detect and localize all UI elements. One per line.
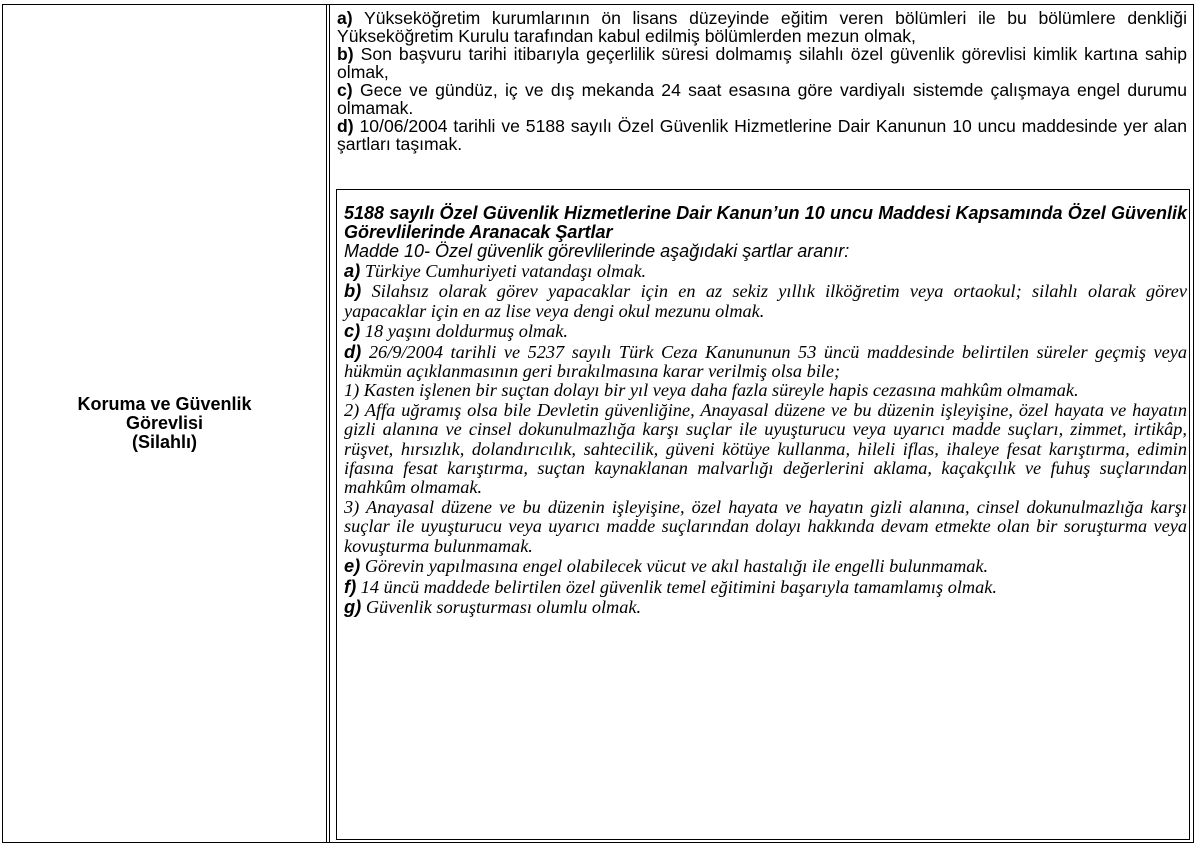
- law-box-content: [344, 204, 1187, 617]
- law-item: [344, 597, 1187, 617]
- position-title: [77, 395, 251, 452]
- requirements-list: [337, 9, 1187, 153]
- requirement-item: [337, 117, 1187, 153]
- position-title-line: Koruma ve Güvenlik: [77, 394, 252, 414]
- position-title-line: (Silahlı): [131, 432, 197, 452]
- law-item: [344, 281, 1187, 321]
- item-text: Yükseköğretim kurumlarının ön lisans düzeyinde eğitim veren bölümleri ile bu bölümlere denkliği Yükseköğretim Kurulu tarafından kabul edilmiş bölümlerden mezun olmak,: [337, 8, 1187, 46]
- law-item-letter: d): [344, 340, 362, 362]
- item-text: Gece ve gündüz, iç ve dış mekanda 24 saat esasına göre vardiyalı sistemde çalışmaya engel durumu olmamak.: [337, 80, 1187, 118]
- law-box-heading: 5188 sayılı Özel Güvenlik Hizmetlerine Dair Kanun’un 10 uncu Maddesi Kapsamında Özel Güvenlik Görevlilerinde Aranacak Şartlar: [344, 203, 1187, 242]
- item-text: Son başvuru tarihi itibarıyla geçerlilik süresi dolmamış silahlı özel güvenlik görevlisi kimlik kartına sahip olmak,: [337, 44, 1188, 82]
- law-item-text: Görevin yapılmasına engel olabilecek vücut ve akıl hastalığı ile engelli bulunmamak.: [364, 556, 989, 577]
- item-letter: c): [337, 80, 353, 100]
- requirement-item: [337, 45, 1187, 81]
- law-item-letter: g): [344, 595, 362, 617]
- requirement-item: [337, 81, 1187, 117]
- law-item-text: Silahsız olarak görev yapacaklar için en az sekiz yıllık ilköğretim veya ortaokul; silahlı olarak görev yapacaklar için en az lise veya dengi okul mezunu olmak.: [344, 281, 1187, 321]
- law-item-text: Güvenlik soruşturması olumlu olmak.: [365, 596, 642, 617]
- item-letter: d): [337, 116, 354, 136]
- law-item-letter: e): [344, 555, 361, 577]
- law-item: [344, 556, 1187, 576]
- law-subitem: 3) Anayasal düzene ve bu düzenin işleyişine, özel hayata ve hayatın gizli alanına, cinsel dokunulmazlığa karşı suçlar ile uyuşturucu veya uyarıcı madde suçlarından dolayı hakkında devam etmekte olan bir soruşturma veya kovuşturma bulunmamak.: [344, 496, 1187, 556]
- law-item-text: 26/9/2004 tarihli ve 5237 sayılı Türk Ceza Kanununun 53 üncü maddesinde belirtilen süreler geçmiş veya hükmün açıklanmasının geri bırakılmasına karar verilmiş olsa bile;: [344, 341, 1187, 382]
- law-item: [344, 577, 1187, 597]
- law-item: [344, 321, 1187, 341]
- law-box-intro: Madde 10- Özel güvenlik görevlilerinde aşağıdaki şartlar aranır:: [344, 241, 850, 261]
- requirement-item: [337, 9, 1187, 45]
- law-item-letter: f): [344, 575, 357, 597]
- item-text: 10/06/2004 tarihli ve 5188 sayılı Özel Güvenlik Hizmetlerine Dair Kanunun 10 uncu maddesinde yer alan şartları taşımak.: [337, 116, 1187, 154]
- law-item-text: 14 üncü maddede belirtilen özel güvenlik temel eğitimini başarıyla tamamlamış olmak.: [360, 576, 997, 597]
- column-divider-inner: [329, 4, 330, 843]
- law-item-text: Türkiye Cumhuriyeti vatandaşı olmak.: [364, 261, 647, 281]
- law-item: [344, 342, 1187, 382]
- column-divider: [326, 4, 327, 843]
- law-item-letter: b): [344, 280, 362, 302]
- law-item-letter: a): [344, 260, 361, 281]
- law-item-letter: c): [344, 320, 361, 342]
- position-title-line: Görevlisi: [125, 413, 204, 433]
- item-letter: a): [337, 8, 353, 28]
- law-subitem: 2) Affa uğramış olsa bile Devletin güvenliğine, Anayasal düzene ve bu düzenin işleyişine, özel hayata ve hayatın gizli alanına ve cinsel dokunulmazlığa karşı suçlar ile uyuşturucu veya uyarıcı madde suçları, zimmet, irtikâp, rüşvet, hırsızlık, dolandırıcılık, sahtecilik, güveni kötüye kullanma, hileli iflas, ihaleye fesat karıştırma, edimin ifasına fesat karıştırma, suçtan kaynaklanan malvarlığı değerlerini aklama, kaçakçılık ve fuhuş suçlarından mahkûm olmamak.: [344, 399, 1187, 498]
- item-letter: b): [337, 44, 354, 64]
- law-item-text: 18 yaşını doldurmuş olmak.: [364, 321, 568, 342]
- law-item: [344, 261, 1187, 281]
- position-cell: [3, 5, 326, 842]
- law-subitem: 1) Kasten işlenen bir suçtan dolayı bir yıl veya daha fazla süreyle hapis cezasına mahkûm olmamak.: [344, 380, 1079, 401]
